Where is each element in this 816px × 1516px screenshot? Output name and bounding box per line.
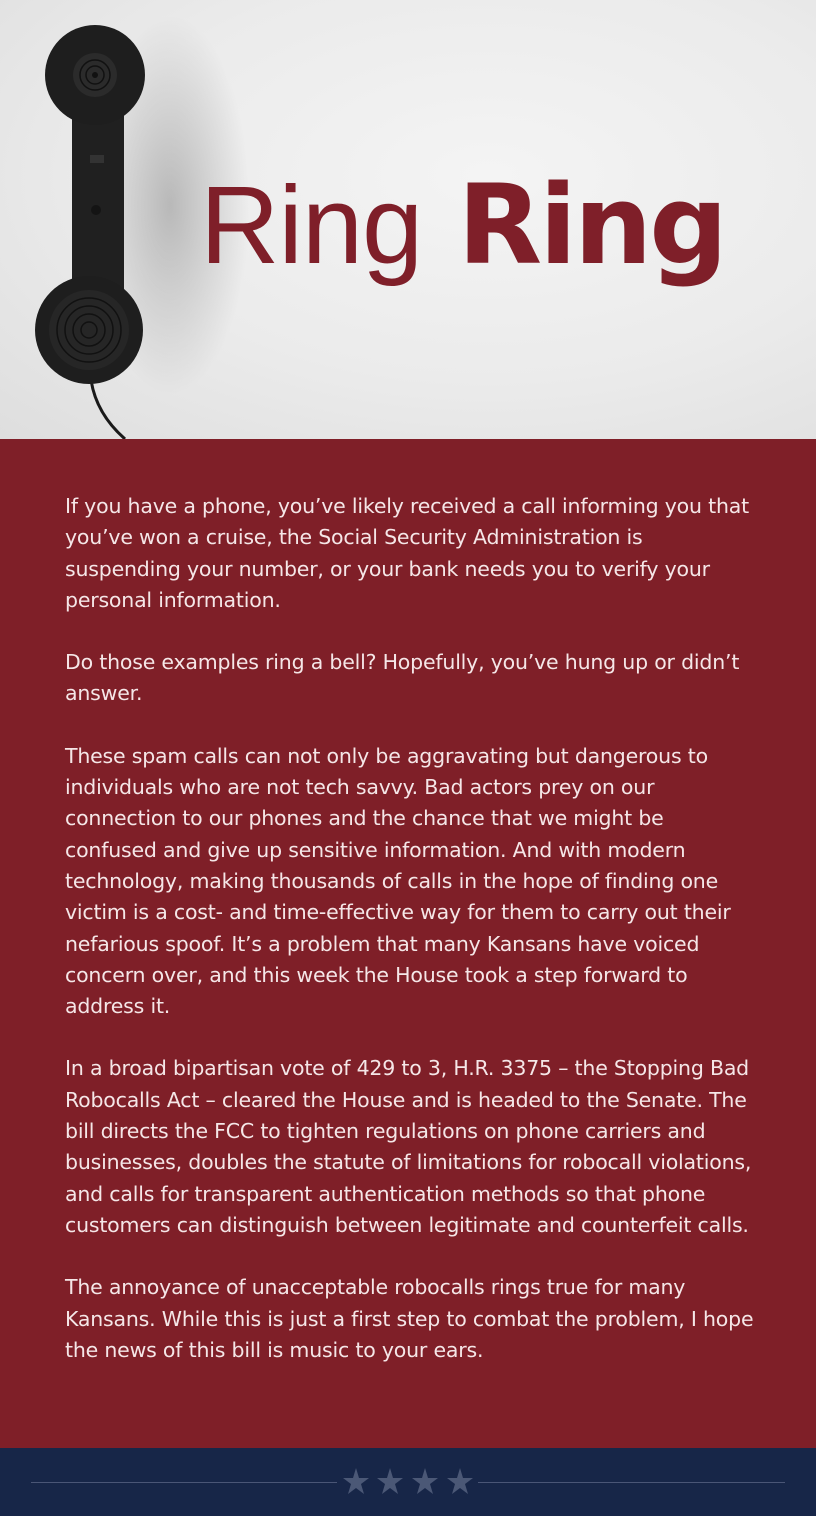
header-banner [0, 0, 816, 439]
paragraph-1: If you have a phone, you’ve likely received a call informing you that you’ve won a cruise, the Social Security Administration is suspending your number, or your bank needs you to verify your personal information. [65, 494, 749, 612]
footer-divider-left [31, 1482, 337, 1483]
article-text [65, 491, 757, 1397]
star-icon [447, 1468, 473, 1494]
star-icon [377, 1468, 403, 1494]
page-title [200, 150, 725, 301]
paragraph-4: In a broad bipartisan vote of 429 to 3, H.R. 3375 – the Stopping Bad Robocalls Act – cleared the House and is headed to the Senate. The bill directs the FCC to tighten regulations on phone carriers and businesses, doubles the statute of limitations for robocall violations, and calls for transparent authentication methods so that phone customers can distinguish between legitimate and counterfeit calls. [65, 1056, 752, 1237]
footer-bar [0, 1448, 816, 1516]
paragraph-3: These spam calls can not only be aggravating but dangerous to individuals who are not tech savvy. Bad actors prey on our connection to our phones and the chance that we might be confused and give up sensitive information. And with modern technology, making thousands of calls in the hope of finding one victim is a cost- and time-effective way for them to carry out their nefarious spoof. It’s a problem that many Kansans have voiced concern over, and this week the House took a step forward to address it. [65, 743, 731, 1019]
star-icon [343, 1468, 369, 1494]
title-light-word: Ring [200, 164, 423, 287]
footer-stars [338, 1464, 478, 1500]
paragraph-5: The annoyance of unacceptable robocalls rings true for many Kansans. While this is just a first step to combat the problem, I hope the news of this bill is music to your ears. [65, 1275, 754, 1362]
article-body [0, 439, 816, 1448]
footer-divider-right [478, 1482, 785, 1483]
paragraph-2: Do those examples ring a bell? Hopefully, you’ve hung up or didn’t answer. [65, 650, 740, 706]
title-bold-word: Ring [457, 161, 725, 289]
star-icon [412, 1468, 438, 1494]
